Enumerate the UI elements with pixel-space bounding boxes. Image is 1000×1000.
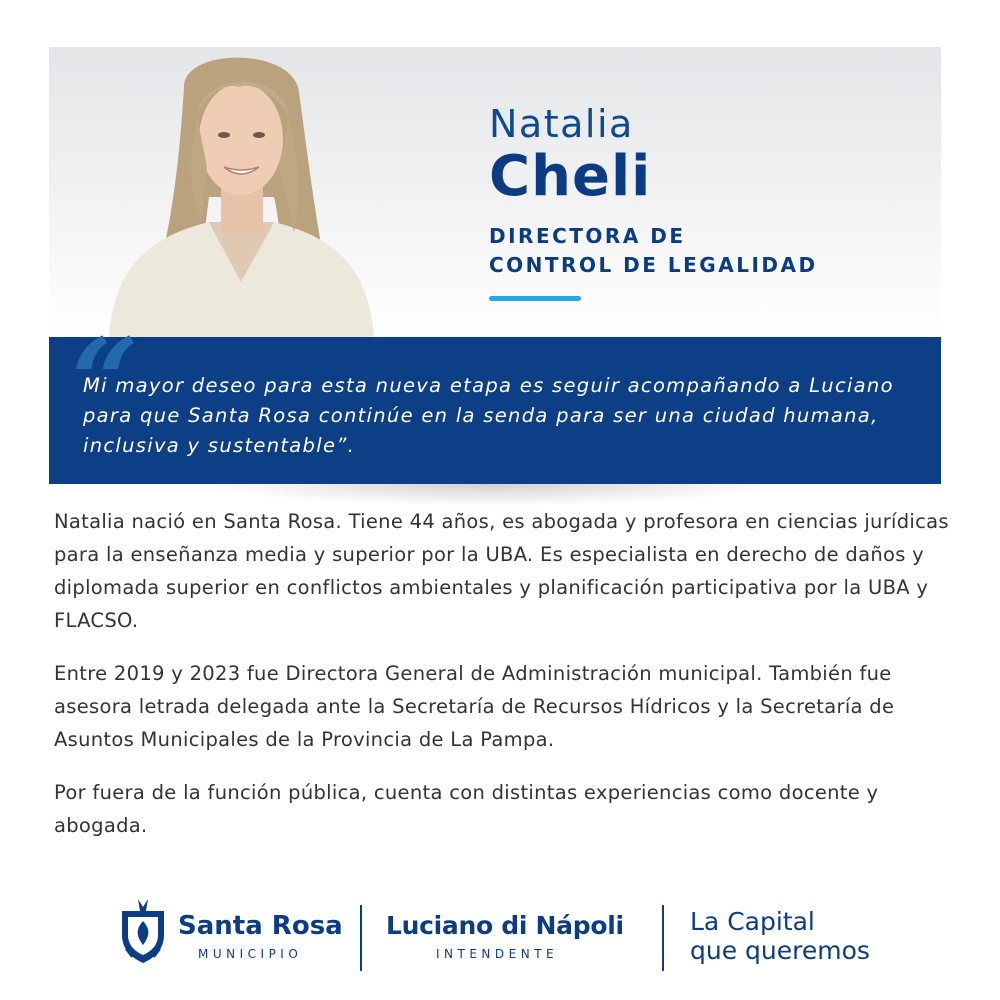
- profile-header: [49, 47, 941, 337]
- accent-bar: [489, 296, 581, 301]
- name-block: [489, 102, 818, 301]
- bio-paragraph-3: Por fuera de la función pública, cuenta con distintas experiencias como docente y abogada.: [54, 781, 879, 837]
- footer-logos: [0, 895, 1000, 975]
- role-title: [489, 222, 818, 280]
- footer-divider: [662, 905, 664, 971]
- quote-text: Mi mayor deseo para esta nueva etapa es seguir acompañando a Luciano para que Santa Rosa continúe en la senda para ser una ciudad humana, inclusiva y sustentable”.: [83, 374, 894, 457]
- bio-paragraph-1: Natalia nació en Santa Rosa. Tiene 44 años, es abogada y profesora en ciencias jurídicas para la enseñanza media y superior por la UBA. Es especialista en derecho de daños y diplomada superior en conflictos ambientales y planificación participativa por la UBA y FLACSO.: [54, 510, 949, 632]
- quote-box: [49, 312, 941, 484]
- role-line-1: DIRECTORA DE: [489, 224, 686, 248]
- slogan: La Capital que queremos: [690, 907, 870, 965]
- municipio-label: MUNICIPIO: [198, 947, 303, 961]
- portrait-photo: [89, 47, 389, 337]
- footer-divider: [360, 905, 362, 971]
- last-name: Cheli: [489, 144, 652, 209]
- first-name: Natalia: [489, 102, 634, 146]
- intendente-label: INTENDENTE: [436, 947, 559, 961]
- bio-paragraph-2: Entre 2019 y 2023 fue Directora General de Administración municipal. También fue asesora letrada delegada ante la Secretaría de Recursos Hídricos y la Secretaría de Asuntos Municipales de la Provincia de La Pampa.: [54, 662, 895, 751]
- intendente-name: Luciano di Nápoli: [386, 911, 624, 940]
- municipio-name: Santa Rosa: [178, 911, 343, 941]
- quote-shadow: [200, 484, 780, 506]
- biography: [54, 505, 954, 862]
- quote-mark-icon: “: [71, 312, 139, 451]
- santa-rosa-crest-icon: [118, 897, 168, 963]
- role-line-2: CONTROL DE LEGALIDAD: [489, 253, 818, 277]
